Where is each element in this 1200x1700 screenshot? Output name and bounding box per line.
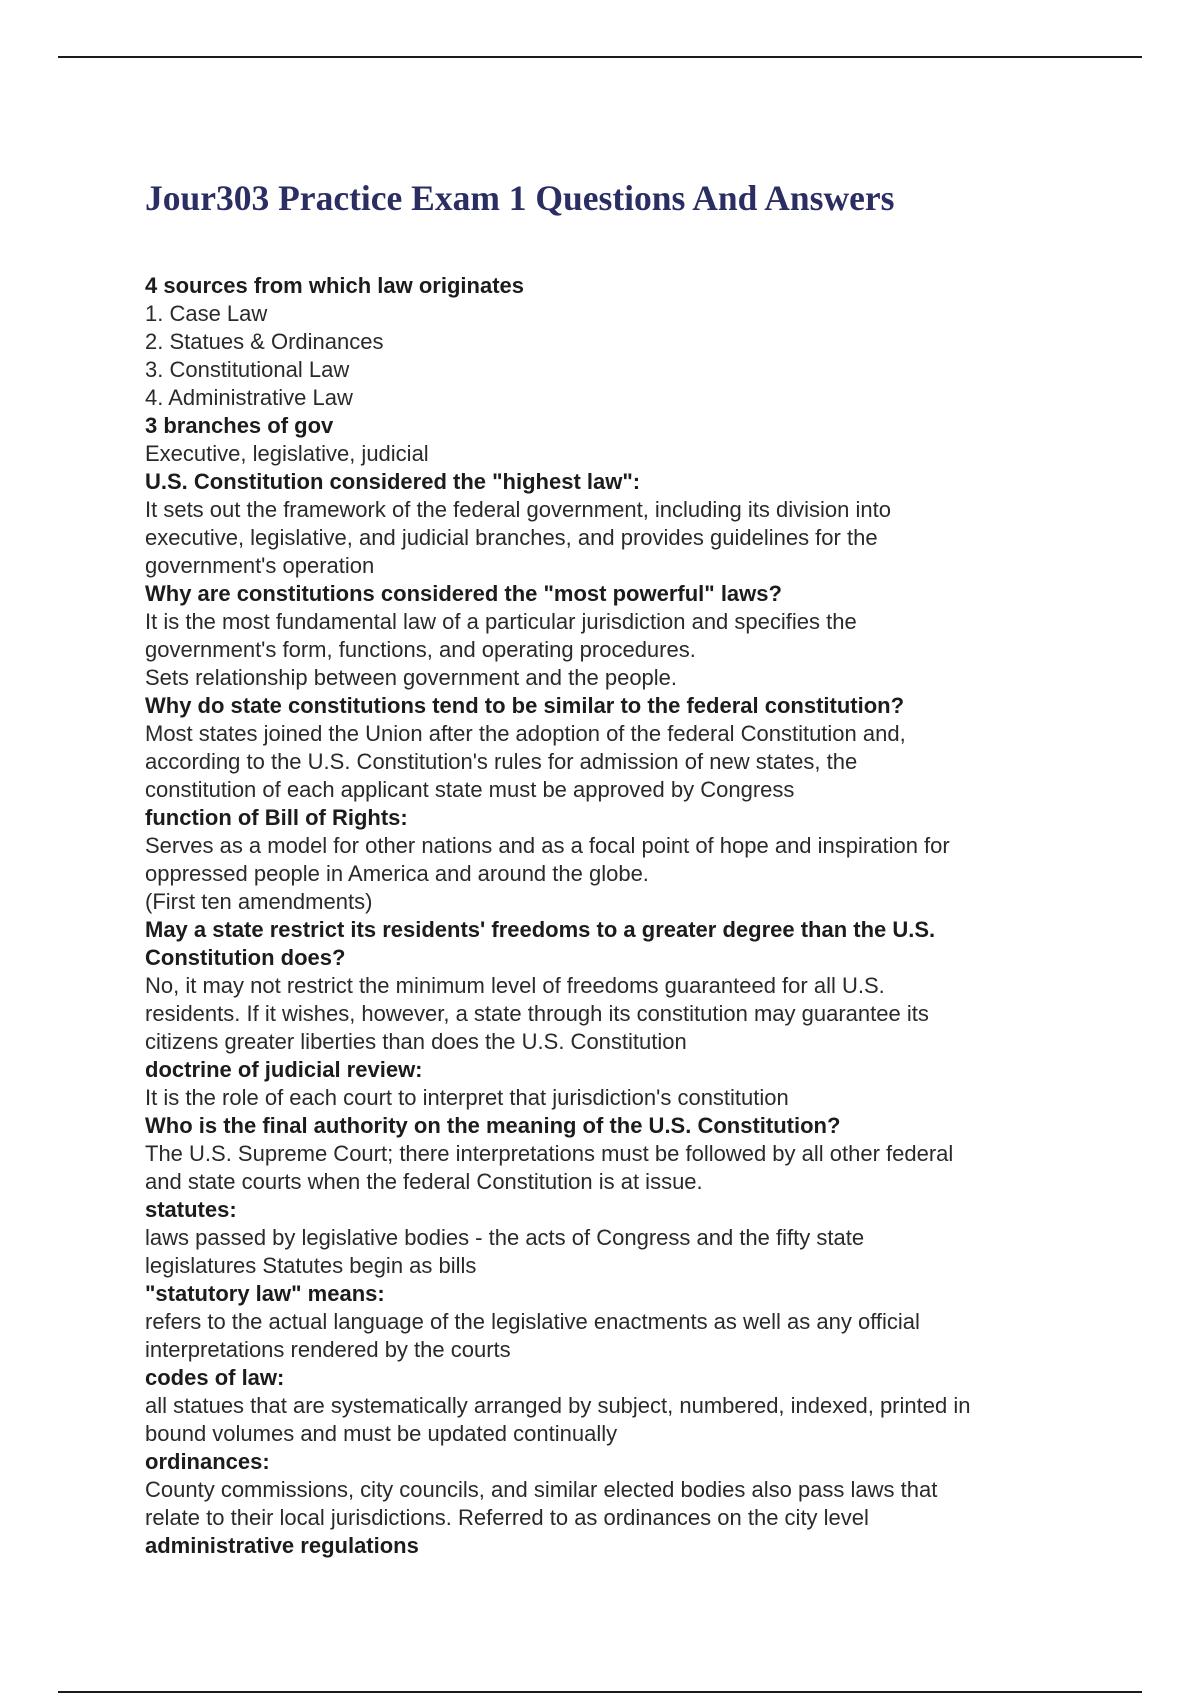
answer-line: Serves as a model for other nations and as a focal point of hope and inspiration for	[145, 833, 950, 858]
qa-block	[145, 1056, 1075, 1112]
answer-line: 1. Case Law	[145, 301, 268, 326]
answer-line: bound volumes and must be updated continually	[145, 1421, 618, 1446]
qa-block	[145, 1196, 1075, 1280]
qa-block	[145, 1112, 1075, 1196]
question-line: Who is the final authority on the meaning of the U.S. Constitution?	[145, 1113, 841, 1138]
answer-line: laws passed by legislative bodies - the acts of Congress and the fifty state	[145, 1225, 865, 1250]
answer-line: 3. Constitutional Law	[145, 357, 350, 382]
answer-line: relate to their local jurisdictions. Referred to as ordinances on the city level	[145, 1505, 869, 1530]
question-line: ordinances:	[145, 1449, 270, 1474]
answer-line: interpretations rendered by the courts	[145, 1337, 511, 1362]
qa-block	[145, 692, 1075, 804]
answer-line: legislatures Statutes begin as bills	[145, 1253, 477, 1278]
answer-line: residents. If it wishes, however, a state through its constitution may guarantee its	[145, 1001, 929, 1026]
qa-block	[145, 804, 1075, 916]
answer-line: government's operation	[145, 553, 375, 578]
bottom-rule	[58, 1691, 1142, 1693]
answer-line: Executive, legislative, judicial	[145, 441, 429, 466]
question-line: Constitution does?	[145, 945, 346, 970]
answer-line: government's form, functions, and operating procedures.	[145, 637, 696, 662]
answer-line: all statues that are systematically arranged by subject, numbered, indexed, printed in	[145, 1393, 971, 1418]
question-line: codes of law:	[145, 1365, 285, 1390]
answer-line: citizens greater liberties than does the U.S. Constitution	[145, 1029, 687, 1054]
qa-block	[145, 916, 1075, 1056]
answer-line: It is the most fundamental law of a particular jurisdiction and specifies the	[145, 609, 857, 634]
answer-line: constitution of each applicant state must be approved by Congress	[145, 777, 795, 802]
qa-block	[145, 1448, 1075, 1532]
answer-line: refers to the actual language of the legislative enactments as well as any official	[145, 1309, 920, 1334]
answer-line: according to the U.S. Constitution's rules for admission of new states, the	[145, 749, 858, 774]
question-line: function of Bill of Rights:	[145, 805, 408, 830]
answer-line: The U.S. Supreme Court; there interpretations must be followed by all other federal	[145, 1141, 954, 1166]
page-title: Jour303 Practice Exam 1 Questions And Answers	[145, 178, 895, 218]
qa-block	[145, 1280, 1075, 1364]
qa-block	[145, 468, 1075, 580]
question-line: 3 branches of gov	[145, 413, 334, 438]
question-line: May a state restrict its residents' freedoms to a greater degree than the U.S.	[145, 917, 936, 942]
qa-block	[145, 412, 1075, 468]
question-line: Why do state constitutions tend to be similar to the federal constitution?	[145, 693, 905, 718]
qa-content	[145, 272, 1075, 1560]
answer-line: oppressed people in America and around the globe.	[145, 861, 649, 886]
question-line: 4 sources from which law originates	[145, 273, 524, 298]
question-line: statutes:	[145, 1197, 237, 1222]
qa-block	[145, 1364, 1075, 1448]
top-rule	[58, 56, 1142, 58]
question-line: "statutory law" means:	[145, 1281, 385, 1306]
answer-line: Most states joined the Union after the adoption of the federal Constitution and,	[145, 721, 906, 746]
answer-line: No, it may not restrict the minimum level of freedoms guaranteed for all U.S.	[145, 973, 885, 998]
answer-line: and state courts when the federal Constitution is at issue.	[145, 1169, 703, 1194]
question-line: U.S. Constitution considered the "highest law":	[145, 469, 641, 494]
answer-line: It sets out the framework of the federal government, including its division into	[145, 497, 891, 522]
qa-block	[145, 580, 1075, 692]
answer-line: 2. Statues & Ordinances	[145, 329, 384, 354]
answer-line: 4. Administrative Law	[145, 385, 353, 410]
qa-block	[145, 1532, 1075, 1560]
question-line: administrative regulations	[145, 1533, 419, 1558]
qa-block	[145, 272, 1075, 412]
answer-line: County commissions, city councils, and similar elected bodies also pass laws that	[145, 1477, 938, 1502]
answer-line: It is the role of each court to interpret that jurisdiction's constitution	[145, 1085, 789, 1110]
answer-line: Sets relationship between government and the people.	[145, 665, 678, 690]
question-line: Why are constitutions considered the "most powerful" laws?	[145, 581, 782, 606]
answer-line: (First ten amendments)	[145, 889, 373, 914]
question-line: doctrine of judicial review:	[145, 1057, 423, 1082]
answer-line: executive, legislative, and judicial branches, and provides guidelines for the	[145, 525, 878, 550]
